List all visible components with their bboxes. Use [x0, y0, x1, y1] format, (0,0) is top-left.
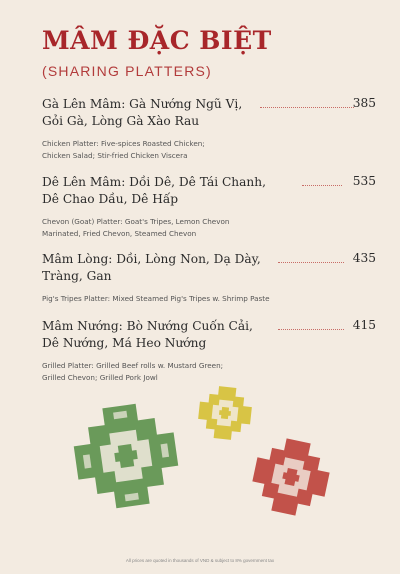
- menu-item-name-line2: Gỏi Gà, Lòng Gà Xào Rau: [42, 114, 200, 128]
- menu-item-head: [42, 174, 376, 208]
- menu-item-name-line2: Dê Chao Dầu, Dê Hấp: [42, 192, 179, 206]
- menu-item-head: [42, 251, 376, 285]
- leader-dots: [302, 185, 342, 186]
- menu-item-description-line2: Marinated, Fried Chevon, Steamed Chevon: [42, 228, 197, 238]
- menu-item-name-line1: Dê Lên Mâm: Dồi Dê, Dê Tái Chanh,: [42, 175, 266, 189]
- menu-item: [42, 174, 376, 239]
- green-tile-motif: [70, 400, 182, 512]
- page-subtitle: (SHARING PLATTERS): [42, 63, 212, 79]
- menu-item-name: [42, 251, 342, 285]
- menu-item-description-line1: Chevon (Goat) Platter: Goat's Tripes, Lemon Chevon: [42, 217, 230, 226]
- menu-item-price: 435: [352, 251, 376, 265]
- menu-item-description: [42, 293, 342, 305]
- menu-item-head: [42, 96, 376, 130]
- menu-item-name-line1: Gà Lên Mâm: Gà Nướng Ngũ Vị,: [42, 97, 243, 111]
- yellow-tile-motif: [196, 384, 254, 442]
- menu-item-head: [42, 318, 376, 352]
- menu-item-description-line1: Pig's Tripes Platter: Mixed Steamed Pig's Tripes w. Shrimp Paste: [42, 294, 270, 303]
- menu-item-description-line1: Chicken Platter: Five-spices Roasted Chicken;: [42, 139, 205, 148]
- page-title: MÂM ĐẶC BIỆT: [42, 26, 272, 55]
- menu-item-description-line2: Grilled Chevon; Grilled Pork Jowl: [42, 372, 158, 382]
- menu-item-description-line1: Grilled Platter: Grilled Beef rolls w. Mustard Green;: [42, 361, 224, 370]
- menu-item-name-line1: Mâm Nướng: Bò Nướng Cuốn Cải,: [42, 319, 253, 333]
- menu-item-description: [42, 138, 342, 161]
- menu-item: [42, 251, 376, 305]
- menu-item-name-line2: Tràng, Gan: [42, 269, 112, 283]
- menu-item-name: [42, 174, 342, 208]
- menu-item-name-line1: Mâm Lòng: Dồi, Lòng Non, Dạ Dày,: [42, 252, 261, 266]
- leader-dots: [278, 262, 344, 263]
- menu-item: [42, 318, 376, 383]
- menu-item-price: 535: [352, 174, 376, 188]
- menu-item-name: [42, 96, 342, 130]
- menu-item: [42, 96, 376, 161]
- menu-item-description-line2: Chicken Salad; Stir-fried Chicken Viscera: [42, 150, 188, 160]
- leader-dots: [278, 329, 344, 330]
- leader-dots: [260, 107, 354, 108]
- menu-item-name-line2: Dê Nướng, Má Heo Nướng: [42, 336, 207, 350]
- menu-item-description: [42, 360, 342, 383]
- red-tile-motif: [250, 436, 332, 518]
- menu-item-description: [42, 216, 342, 239]
- footer-note: All prices are quoted in thousands of VND & subject to 8% government tax: [125, 558, 275, 563]
- menu-item-name: [42, 318, 342, 352]
- menu-item-price: 385: [352, 96, 376, 110]
- menu-item-price: 415: [352, 318, 376, 332]
